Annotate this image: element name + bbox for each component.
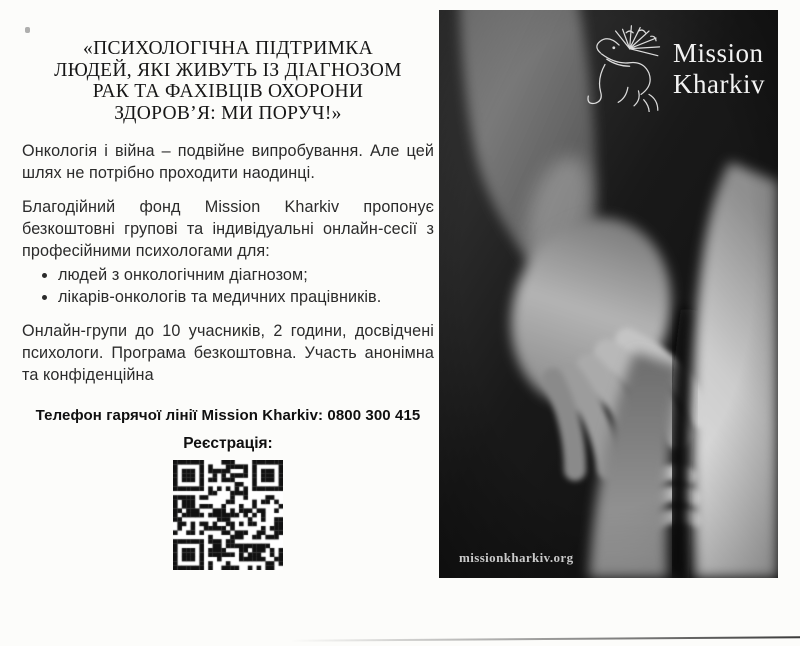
details-paragraph: Онлайн-групи до 10 учасників, 2 години, досвідчені психологи. Програма безкоштовна. Участь анонімна та конфіденційна xyxy=(22,322,434,384)
registration-label: Реєстрація: xyxy=(183,435,273,452)
headline-line-3: РАК ТА ФАХІВЦІВ ОХОРОНИ xyxy=(92,81,364,102)
mission-kharkiv-logo xyxy=(587,24,765,112)
text-column xyxy=(22,38,434,570)
lion-crest-icon xyxy=(587,24,667,112)
page-edge-line xyxy=(290,636,800,642)
hands-photo xyxy=(439,10,778,578)
list-item: • лікарів-онкологів та медичних працівників. xyxy=(58,286,434,308)
headline-line-2: ЛЮДЕЙ, ЯКІ ЖИВУТЬ ІЗ ДІАГНОЗОМ xyxy=(54,59,402,81)
intro-paragraph: Онкологія і війна – подвійне випробування. Але цей шлях не потрібно проходити наодинці. xyxy=(22,142,434,182)
headline xyxy=(22,38,434,124)
list-item: • людей з онкологічним діагнозом; xyxy=(58,264,434,286)
qr-code xyxy=(173,460,283,570)
logo-word-mission: Mission xyxy=(673,38,764,68)
registration-qr xyxy=(173,460,283,570)
logo-word-kharkiv: Kharkiv xyxy=(673,69,765,99)
logo-wordmark xyxy=(673,38,765,100)
hotline-phone: Телефон гарячої лінії Mission Kharkiv: 0800 300 415 xyxy=(35,407,421,424)
headline-line-1: «ПСИХОЛОГІЧНА ПІДТРИМКА xyxy=(83,38,373,59)
audience-list xyxy=(22,264,434,308)
offer-paragraph: Благодійний фонд Mission Kharkiv пропонує безкоштовні групові та індивідуальні онлайн-сесії з професійними психологами для: xyxy=(22,198,434,260)
website-label: missionkharkiv.org xyxy=(459,550,574,565)
headline-line-4: ЗДОРОВ’Я: МИ ПОРУЧ!» xyxy=(114,102,342,124)
scan-speck xyxy=(25,27,30,33)
